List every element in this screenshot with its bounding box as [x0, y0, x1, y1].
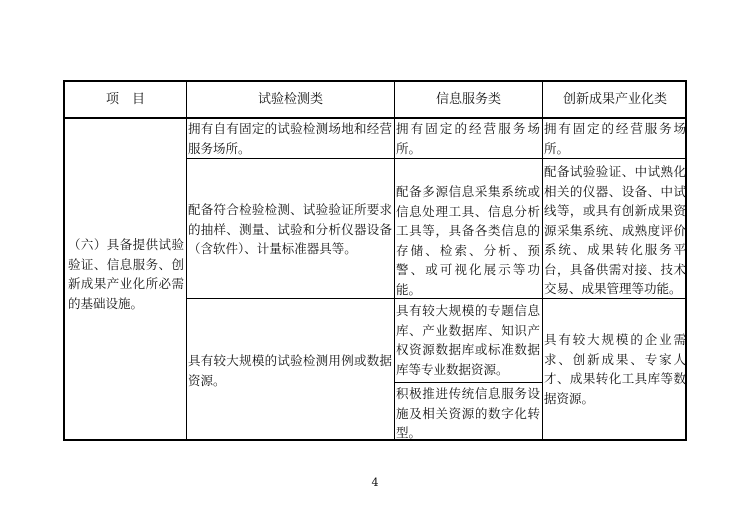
row-divider [394, 382, 542, 383]
requirements-table [63, 80, 687, 441]
info-cell-venue: 拥有固定的经营服务场所。 [396, 121, 540, 156]
testing-cell-data: 具有较大规模的试验检测用例或数据资源。 [188, 353, 392, 388]
info-cell-digitization: 积极推进传统信息服务设施及相关资源的数字化转型。 [396, 386, 540, 440]
row-divider [186, 158, 685, 159]
header-testing: 试验检测类 [257, 92, 323, 107]
info-cell-systems: 配备多源信息采集系统或信息处理工具、信息分析工具等，具备各类信息的存储、检索、分析、预警、或可视化展示等功能。 [396, 184, 540, 297]
row-label: （六）具备提供试验验证、信息服务、创新成果产业化所必需的基础设施。 [68, 237, 184, 311]
innovation-cell-data: 具有较大规模的企业需求、创新成果、专家人才、成果转化工具库等数据资源。 [544, 332, 686, 406]
innovation-cell-venue: 拥有固定的经营服务场所。 [544, 121, 686, 156]
col-divider [394, 82, 395, 439]
header-innovation: 创新成果产业化类 [562, 92, 667, 107]
col-divider [186, 82, 187, 439]
header-item: 项 目 [105, 92, 145, 107]
innovation-cell-equipment: 配备试验验证、中试熟化相关的仪器、设备、中试线等，或具有创新成果资源采集系统、成熟度评价系统、成果转化服务平台，具备供需对接、技术交易、成果管理等功能。 [544, 164, 686, 296]
col-divider [542, 82, 543, 439]
header-info-service: 信息服务类 [435, 92, 501, 107]
info-cell-databases: 具有较大规模的专题信息库、产业数据库、知识产权资源数据库或标准数据库等专业数据资源。 [396, 303, 540, 377]
testing-cell-venue: 拥有自有固定的试验检测场地和经营服务场所。 [188, 121, 392, 156]
page-number: 4 [371, 476, 379, 489]
testing-cell-equipment: 配备符合检验检测、试验验证所要求的抽样、测量、试验和分析仪器设备（含软件）、计量标准器具等。 [188, 202, 392, 256]
